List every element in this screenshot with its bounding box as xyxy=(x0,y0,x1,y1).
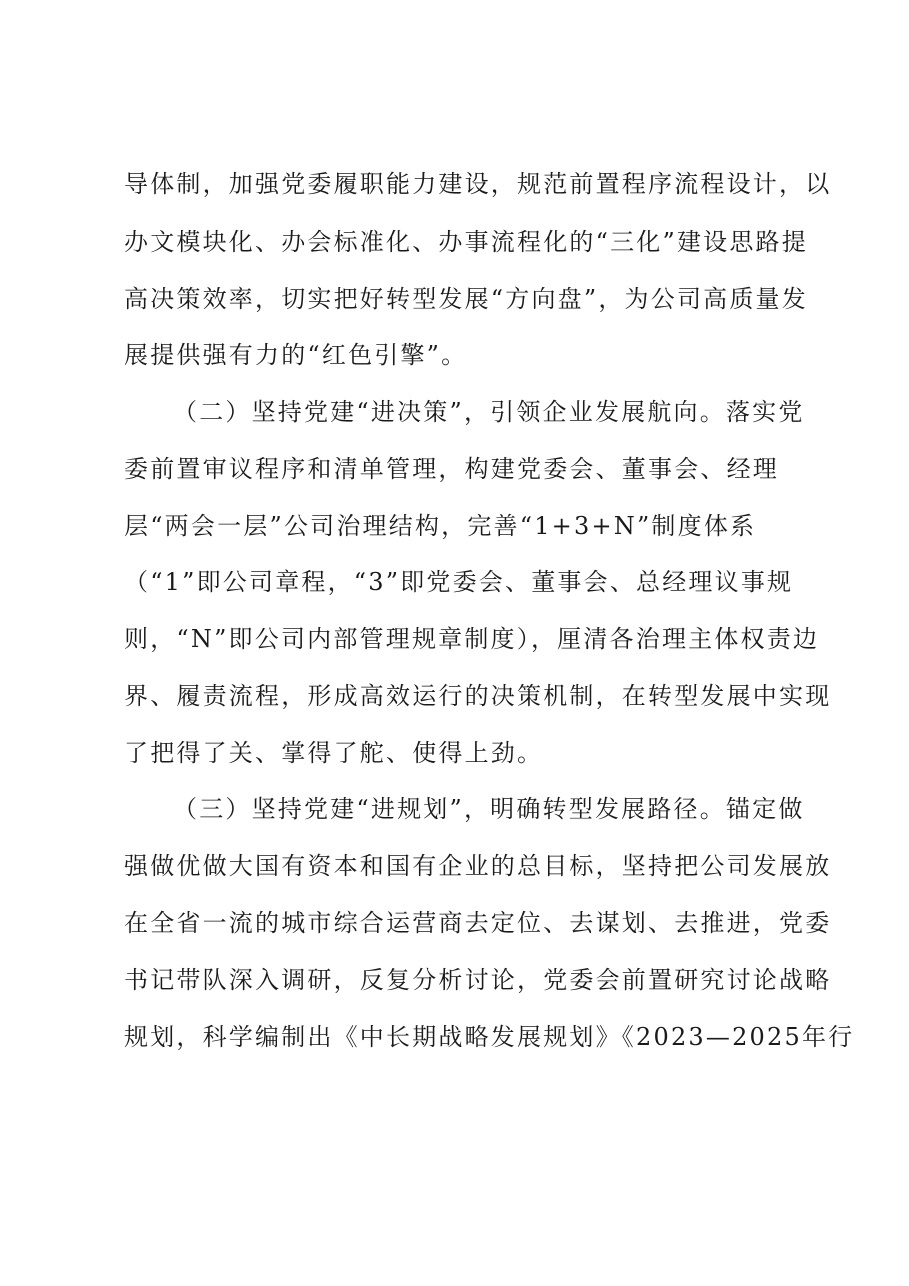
section-heading-2-line: （二）坚持党建“进决策”，引领企业发展航向。落实党 xyxy=(173,398,805,426)
text-line-6: 委前置审议程序和清单管理，构建党委会、董事会、经理 xyxy=(124,455,779,483)
text-line-4: 展提供强有力的“红色引擎”。 xyxy=(124,341,468,369)
text-line-2: 办文模块化、办会标准化、办事流程化的“三化”建设思路提 xyxy=(124,228,808,256)
text-line-15: 书记带队深入调研，反复分析讨论，党委会前置研究讨论战略 xyxy=(124,966,832,994)
text-line-3: 高决策效率，切实把好转型发展“方向盘”，为公司高质量发 xyxy=(124,285,808,313)
text-line-7: 层“两会一层”公司治理结构，完善“1+3+N”制度体系 xyxy=(124,512,757,540)
text-line-10: 界、履责流程，形成高效运行的决策机制，在转型发展中实现 xyxy=(124,682,832,710)
text-line-16: 规划，科学编制出《中长期战略发展规划》《2023—2025年行 xyxy=(124,1023,855,1051)
text-line-9: 则，“N”即公司内部管理规章制度），厘清各治理主体权责边 xyxy=(124,625,820,653)
text-line-11: 了把得了关、掌得了舵、使得上劲。 xyxy=(124,739,544,767)
text-line-8: （“1”即公司章程，“3”即党委会、董事会、总经理议事规 xyxy=(124,568,794,596)
text-line-13: 强做优做大国有资本和国有企业的总目标，坚持把公司发展放 xyxy=(124,852,832,880)
section-heading-3-line: （三）坚持党建“进规划”，明确转型发展路径。锚定做 xyxy=(173,795,805,823)
text-line-14: 在全省一流的城市综合运营商去定位、去谋划、去推进，党委 xyxy=(124,909,832,937)
text-line-1: 导体制，加强党委履职能力建设，规范前置程序流程设计，以 xyxy=(124,170,832,198)
